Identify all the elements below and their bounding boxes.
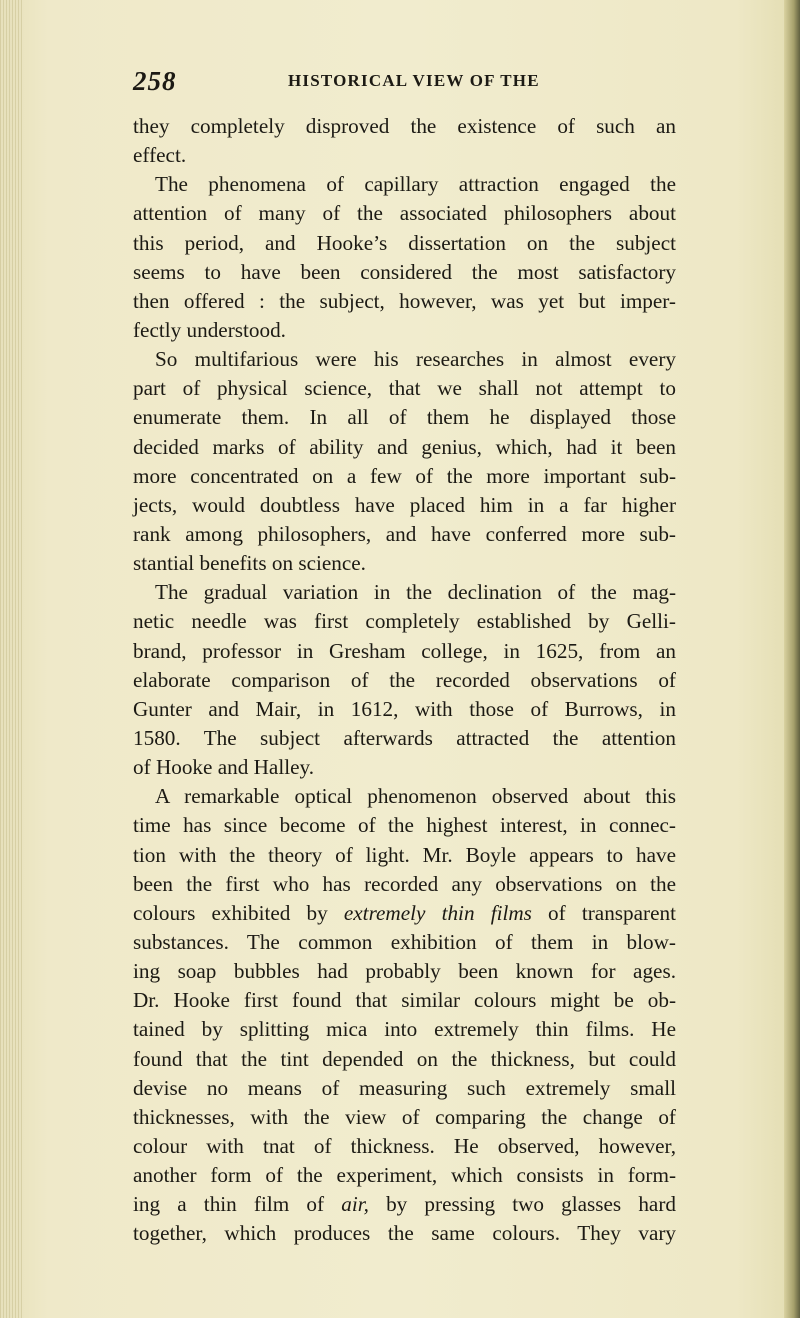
- text-line: they completely disproved the existence of such an: [133, 114, 676, 138]
- text-line: then offered : the subject, however, was yet but imper-: [133, 288, 676, 313]
- text-segment: by pressing two glasses hard: [368, 1192, 676, 1217]
- text-line: part of physical science, that we shall not attempt to: [133, 376, 676, 401]
- text-line: So multifarious were his researches in almost every: [155, 347, 676, 372]
- text-line: enumerate them. In all of them he displayed those: [133, 405, 676, 430]
- text-line: devise no means of measuring such extremely small: [133, 1075, 676, 1100]
- text-line: of Hooke and Halley.: [133, 755, 315, 780]
- text-line: fectly understood.: [133, 317, 286, 342]
- text-line: The phenomena of capillary attraction engaged the: [155, 172, 676, 197]
- text-line: Gunter and Mair, in 1612, with those of Burrows, in: [133, 696, 676, 721]
- text-segment: colours exhibited by: [133, 900, 344, 925]
- text-line: ing soap bubbles had probably been known for ages.: [133, 959, 676, 984]
- text-line: this period, and Hooke’s dissertation on the subject: [133, 230, 676, 255]
- running-head: HISTORICAL VIEW OF THE: [288, 71, 540, 90]
- text-line: substances. The common exhibition of them in blow-: [133, 929, 676, 954]
- text-line: Dr. Hooke first found that similar colours might be ob-: [133, 988, 676, 1013]
- text-line: more concentrated on a few of the more important sub-: [133, 463, 676, 488]
- text-line: netic needle was first completely established by Gelli-: [133, 609, 676, 634]
- text-line: found that the tint depended on the thickness, but could: [133, 1046, 676, 1071]
- text-segment: of transparent: [531, 900, 676, 925]
- text-line: decided marks of ability and genius, which, had it been: [133, 434, 676, 459]
- text-line: 1580. The subject afterwards attracted the attention: [133, 725, 676, 750]
- text-line: brand, professor in Gresham college, in 1625, from an: [133, 638, 676, 663]
- text-line: thicknesses, with the view of comparing the change of: [133, 1104, 676, 1129]
- body-text: [133, 112, 676, 1248]
- text-line: rank among philosophers, and have conferred more sub-: [133, 521, 676, 546]
- text-line: seems to have been considered the most satisfactory: [133, 259, 676, 284]
- text-line: tained by splitting mica into extremely thin films. He: [133, 1017, 676, 1042]
- text-line: [133, 1190, 676, 1219]
- text-line: tion with the theory of light. Mr. Boyle appears to have: [133, 842, 676, 867]
- italic-phrase: extremely thin films: [343, 900, 532, 925]
- text-segment: ing a thin film of: [133, 1192, 342, 1217]
- text-line: effect.: [133, 143, 187, 168]
- text-line: jects, would doubtless have placed him in a far higher: [133, 492, 676, 517]
- page-edge-shadow: [784, 0, 800, 1318]
- text-line: [133, 899, 676, 928]
- page-header: [133, 66, 673, 96]
- page-gutter: [0, 0, 22, 1318]
- text-line: time has since become of the highest interest, in connec-: [133, 813, 676, 838]
- page-number: 258: [133, 66, 177, 96]
- text-line: stantial benefits on science.: [133, 551, 366, 576]
- text-line: A remarkable optical phenomenon observed about this: [155, 784, 676, 809]
- text-line: been the first who has recorded any observations on the: [133, 871, 676, 896]
- text-line: together, which produces the same colours. They vary: [133, 1221, 676, 1246]
- text-line: The gradual variation in the declination of the mag-: [155, 580, 676, 605]
- text-line: colour with tnat of thickness. He observed, however,: [133, 1133, 676, 1158]
- text-line: another form of the experiment, which consists in form-: [133, 1163, 676, 1188]
- text-line: attention of many of the associated philosophers about: [133, 201, 676, 226]
- italic-phrase: air,: [341, 1192, 369, 1217]
- text-line: elaborate comparison of the recorded observations of: [133, 667, 676, 692]
